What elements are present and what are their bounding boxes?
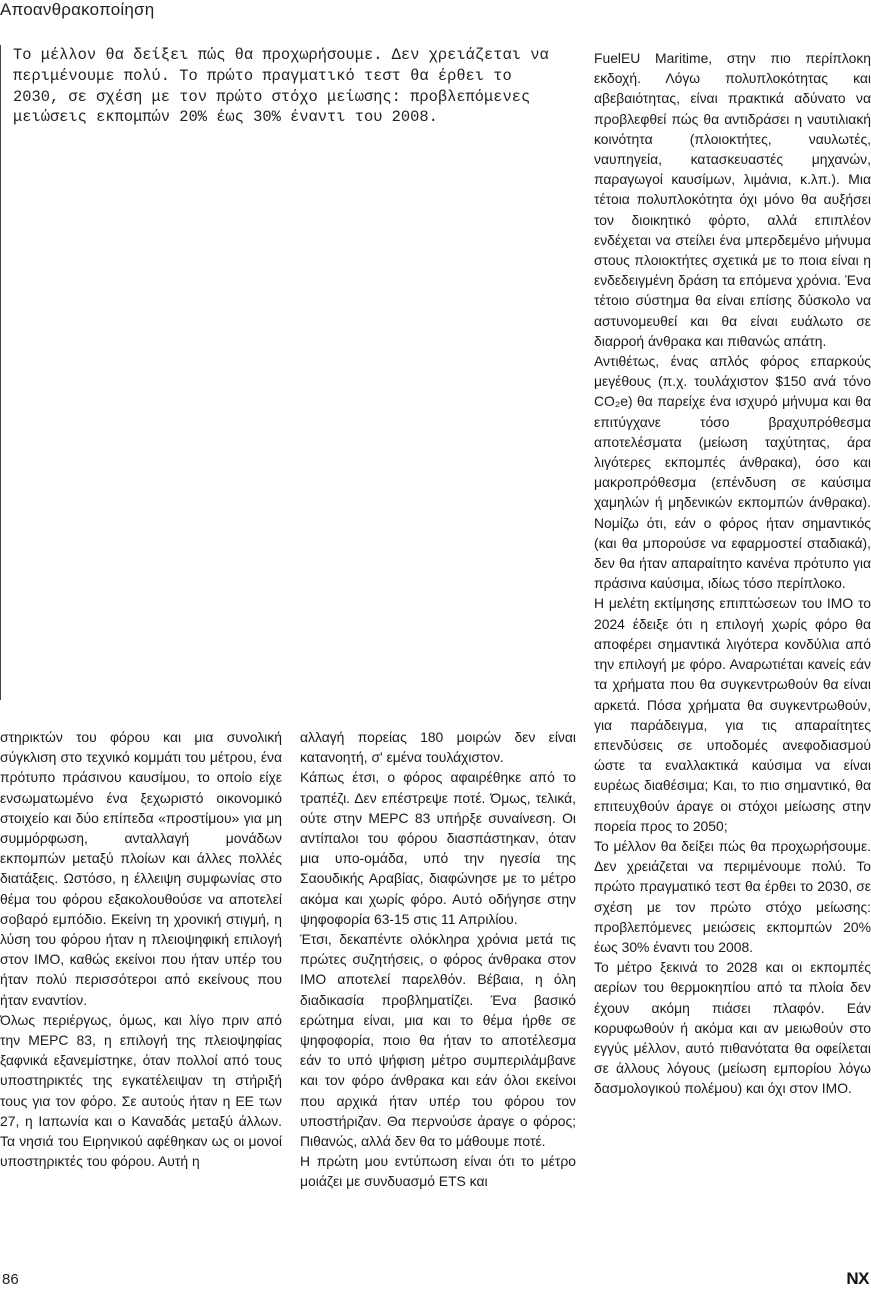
section-title: Αποανθρακοποίηση: [0, 0, 155, 19]
pull-quote: [0, 45, 566, 700]
left-column: [0, 727, 282, 1171]
paragraph: Έτσι, δεκαπέντε ολόκληρα χρόνια μετά τις πρώτες συζητήσεις, ο φόρος άνθρακα στον ΙΜΟ αποτελεί παρελθόν. Βέβαια, η όλη διαδικασία προβληματίζει. Ένα βασικό ερώτημα είναι, μια και το θέμα ήρθε σε ψηφοφορία, ποιο θα ήταν το αποτέλεσμα εάν το υπό ψήφιση μέτρο συμπεριλάμβανε και τον φόρο άνθρακα και εάν όλοι εκείνοι που αρχικά ήταν υπέρ του φόρου τον υποστήριζαν. Θα περνούσε άραγε ο φόρος; Πιθανώς, αλλά δεν θα το μάθουμε ποτέ.: [300, 931, 576, 1150]
page-number: 86: [2, 1271, 19, 1288]
paragraph: Κάπως έτσι, ο φόρος αφαιρέθηκε από το τραπέζι. Δεν επέστρεψε ποτέ. Όμως, τελικά, ούτε στην MEPC 83 υπήρξε συναίνεση. Οι αντίπαλοι του φόρου διασπάστηκαν, όταν μια υπο-ομάδα, υπό την ηγεσία της Σαουδικής Αραβίας, διαφώνησε με το μέτρο ακόμα και χωρίς φόρο. Αυτό οδήγησε στην ψηφοφορία 63-15 στις 11 Απριλίου.: [300, 769, 576, 927]
paragraph: Το μέτρο ξεκινά το 2028 και οι εκπομπές αερίων του θερμοκηπίου από τα πλοία δεν έχουν ακόμη πιάσει πλαφόν. Εάν κορυφωθούν ή ακόμα και αν μειωθούν στο εγγύς μέλλον, αυτό πιθανότατα θα οφείλεται σε άλλους λόγους (μείωση εμπορίου λόγω δασμολογικού πολέμου) και όχι στον ΙΜΟ.: [594, 959, 871, 1097]
magazine-logo: NX: [846, 1269, 869, 1288]
paragraph: Το μέλλον θα δείξει πώς θα προχωρήσουμε. Δεν χρειάζεται να περιμένουμε πολύ. Το πρώτο πραγματικό τεστ θα έρθει το 2030, σε σχέση με τον πρώτο στόχο μείωσης: προβλεπόμενες μειώσεις εκπομπών 20% έως 30% έναντι του 2008.: [594, 837, 871, 955]
paragraph: στηρικτών του φόρου και μια συνολική σύγκλιση στο τεχνικό κομμάτι του μέτρου, ένα πρότυπο πράσινου καυσίμου, το οποίο είχε ενσωματωμένο ένα ξεχωριστό οικονομικό στοιχείο και δύο επίπεδα «προστίμου» για μη συμμόρφωση, ανταλλαγή μονάδων εκπομπών μεταξύ πλοίων και άλλες πολλές διατάξεις. Ωστόσο, η έλλειψη συμφωνίας στο θέμα του φόρου εξακολουθούσε να αποτελεί σοβαρό εμπόδιο. Εκείνη τη χρονική στιγμή, η λύση του φόρου ήταν η πλειοψηφική επιλογή στον ΙΜΟ, καθώς εκείνοι που ήταν υπέρ του ήταν πολύ περισσότεροι από εκείνους που ήταν εναντίον.: [0, 729, 282, 1008]
middle-column: [300, 727, 576, 1192]
paragraph: Η πρώτη μου εντύπωση είναι ότι το μέτρο μοιάζει με συνδυασμό ETS και: [300, 1153, 576, 1190]
pull-quote-text: Το μέλλον θα δείξει πώς θα προχωρήσουμε. Δεν χρειάζεται να περιμένουμε πολύ. Το πρώτο πραγματικό τεστ θα έρθει το 2030, σε σχέση με τον πρώτο στόχο μείωσης: προβλεπόμενες μειώσεις εκπομπών 20% έως 30% έναντι του 2008.: [13, 46, 549, 127]
paragraph: Η μελέτη εκτίμησης επιπτώσεων του ΙΜΟ το 2024 έδειξε ότι η επιλογή χωρίς φόρο θα αποφέρει σημαντικά λιγότερα κονδύλια από την επιλογή με φόρο. Αναρωτιέται κανείς εάν τα χρήματα που θα συγκεντρωθούν θα είναι αρκετά. Πόσα χρήματα θα συγκεντρωθούν, για παράδειγμα, για τις απαραίτητες επενδύσεις σε υποδομές ανεφοδιασμού ώστε τα εναλλακτικά καύσιμα να είναι ευρέως διαθέσιμα; Και, το πιο σημαντικό, θα επιτευχθούν άραγε οι στόχοι μείωσης στην πορεία προς το 2050;: [594, 595, 871, 834]
paragraph: αλλαγή πορείας 180 μοιρών δεν είναι κατανοητή, σ' εμένα τουλάχιστον.: [300, 729, 576, 766]
paragraph: FuelEU Maritime, στην πιο περίπλοκη εκδοχή. Λόγω πολυπλοκότητας και αβεβαιότητας, είναι πρακτικά αδύνατο να προβλεφθεί πώς θα αντιδράσει η ναυτιλιακή κοινότητα (πλοιοκτήτες, ναυλωτές, ναυπηγεία, κατασκευαστές μηχανών, παραγωγοί καυσίμων, λιμάνια, κ.λπ.). Μια τέτοια πολυπλοκότητα όχι μόνο θα αυξήσει τον διοικητικό φόρτο, αλλά επιπλέον ενδέχεται να στείλει ένα μπερδεμένο μήνυμα στους πλοιοκτήτες σχετικά με το ποια είναι η ενδεδειγμένη δράση τα επόμενα χρόνια. Ένα τέτοιο σύστημα θα είναι επίσης δύσκολο να αστυνομευθεί και θα είναι ευάλωτο σε διαρροή άνθρακα και πιθανώς απάτη.: [594, 50, 871, 349]
paragraph: Αντιθέτως, ένας απλός φόρος επαρκούς μεγέθους (π.χ. τουλάχιστον $150 ανά τόνο CO₂e) θα παρείχε ένα ισχυρό μήνυμα και θα επιτύγχανε τόσο βραχυπρόθεσμα αποτελέσματα (μείωση ταχύτητας, άρα λιγότερες εκπομπές άνθρακα), όσο και μακροπρόθεσμα (επένδυση σε καύσιμα χαμηλών ή μηδενικών εκπομπών άνθρακα). Νομίζω ότι, εάν ο φόρος ήταν σημαντικός (και θα μπορούσε να εφαρμοστεί σταδιακά), δεν θα ήταν απαραίτητο κανένα πρότυπο για πράσινα καύσιμα, ιδίως τόσο περίπλοκο.: [594, 353, 871, 592]
paragraph: Όλως περιέργως, όμως, και λίγο πριν από την MEPC 83, η επιλογή της πλειοψηφίας ξαφνικά εξανεμίστηκε, όταν πολλοί από τους υποστηρικτές της εγκατέλειψαν τη στήριξή τους για τον φόρο. Σε αυτούς ήταν η ΕΕ των 27, η Ιαπωνία και ο Καναδάς μεταξύ άλλων. Τα νησιά του Ειρηνικού αφέθηκαν ως οι μονοί υποστηρικτές του φόρου. Αυτή η: [0, 1011, 282, 1170]
right-column: [594, 48, 871, 1099]
